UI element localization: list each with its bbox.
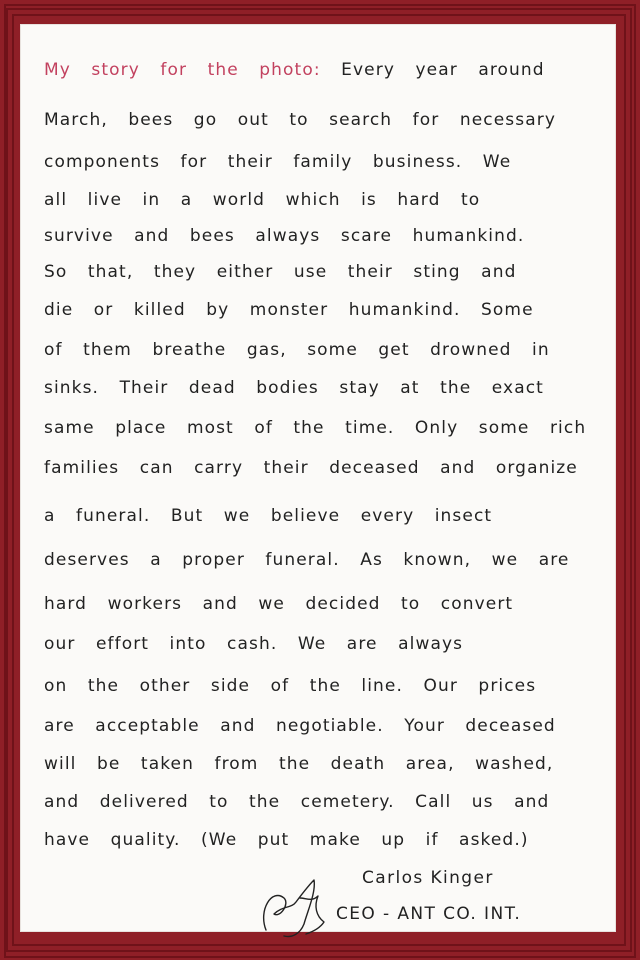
signoff-title: CEO - ANT CO. INT. <box>336 904 522 924</box>
signature-stroke <box>264 880 315 937</box>
letter-line-13: deserves a proper funeral. As known, we are <box>44 550 570 570</box>
letter-line-2: March, bees go out to search for necessary <box>44 110 556 130</box>
letter-line-15: our effort into cash. We are always <box>44 634 464 654</box>
letter-line-20: have quality. (We put make up if asked.) <box>44 830 529 850</box>
letter-line-10: same place most of the time. Only some rich <box>44 418 587 438</box>
letter-line-3: components for their family business. We <box>44 152 512 172</box>
letter-line-8: of them breathe gas, some get drowned in <box>44 340 550 360</box>
letter-line-12: a funeral. But we believe every insect <box>44 506 493 526</box>
letter-line-1 <box>44 60 545 80</box>
letter-line-5: survive and bees always scare humankind. <box>44 226 525 246</box>
letter-line-16: on the other side of the line. Our prices <box>44 676 537 696</box>
letter-line-18: will be taken from the death area, washed, <box>44 754 554 774</box>
letter-line-9: sinks. Their dead bodies stay at the exact <box>44 378 544 398</box>
letter-line-14: hard workers and we decided to convert <box>44 594 514 614</box>
letter-line-7: die or killed by monster humankind. Some <box>44 300 534 320</box>
letter-line-19: and delivered to the cemetery. Call us and <box>44 792 550 812</box>
signoff-name: Carlos Kinger <box>362 868 494 888</box>
letter-line-11: families can carry their deceased and organize <box>44 458 578 478</box>
letter-line-6: So that, they either use their sting and <box>44 262 517 282</box>
signature-stroke <box>300 896 324 934</box>
letter-line-4: all live in a world which is hard to <box>44 190 481 210</box>
line-text: Every year around <box>341 60 545 80</box>
letter-line-17: are acceptable and negotiable. Your deceased <box>44 716 556 736</box>
lead-text: My story for the photo: <box>44 60 321 80</box>
handwritten-signature <box>254 868 334 940</box>
